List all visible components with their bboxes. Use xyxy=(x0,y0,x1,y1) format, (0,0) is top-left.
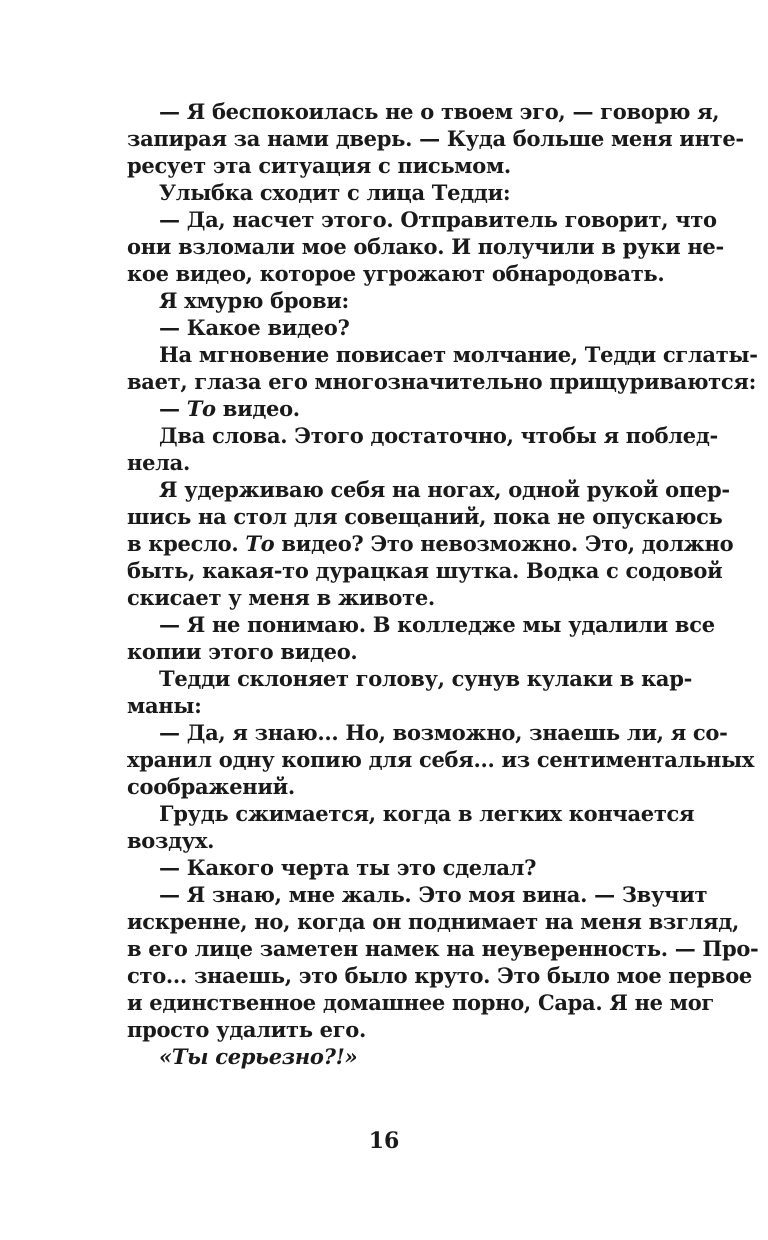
text-line: вает, глаза его многозначительно прищуриваются: xyxy=(127,369,757,394)
text-line: запирая за нами дверь. — Куда больше меня инте- xyxy=(127,126,744,151)
paragraph xyxy=(127,395,687,422)
text-line: быть, какая-то дурацкая шутка. Водка с содовой xyxy=(127,558,723,583)
italic-text: То xyxy=(186,396,216,421)
paragraph xyxy=(127,476,734,611)
page-body xyxy=(127,98,759,1070)
page-number: 16 xyxy=(368,1128,400,1154)
paragraph xyxy=(127,881,759,1043)
text-line: На мгновение повисает молчание, Тедди сглаты- xyxy=(159,342,758,367)
text-line: искренне, но, когда он поднимает на меня взгляд, xyxy=(127,909,739,934)
text-line: хранил одну копию для себя... из сентиментальных xyxy=(127,747,755,772)
text-line: Грудь сжимается, когда в легких кончается xyxy=(159,801,695,826)
text-line: — Какое видео? xyxy=(159,315,350,340)
text-segment: видео? Это невозможно. Это, должно xyxy=(274,531,734,556)
text-line: копии этого видео. xyxy=(127,639,358,664)
text-line: Улыбка сходит с лица Тедди: xyxy=(159,180,511,205)
text-line: — Какого черта ты это сделал? xyxy=(159,855,537,880)
text-line: и единственное домашнее порно, Сара. Я не мог xyxy=(127,990,714,1015)
paragraph xyxy=(127,611,715,665)
paragraph xyxy=(127,665,693,719)
text-line: сто... знаешь, это было круто. Это было мое первое xyxy=(127,963,752,988)
text-line: просто удалить его. xyxy=(127,1017,367,1042)
paragraph xyxy=(127,341,758,395)
paragraph xyxy=(127,800,695,854)
text-line: — Я знаю, мне жаль. Это моя вина. — Звучит xyxy=(159,882,708,907)
paragraph xyxy=(127,1043,687,1070)
text-line: в его лице заметен намек на неуверенность. — Про- xyxy=(127,936,759,961)
text-line: нела. xyxy=(127,450,190,475)
text-line: шись на стол для совещаний, пока не опускаюсь xyxy=(127,504,723,529)
text-line: они взломали мое облако. И получили в руки не- xyxy=(127,234,724,259)
paragraph xyxy=(127,854,687,881)
text-segment: — xyxy=(159,396,187,421)
paragraph xyxy=(127,179,687,206)
paragraph xyxy=(127,206,724,287)
paragraph xyxy=(127,287,687,314)
paragraph xyxy=(127,98,744,179)
text-line: — Да, насчет этого. Отправитель говорит, что xyxy=(159,207,717,232)
text-line: Я хмурю брови: xyxy=(159,288,349,313)
text-line: скисает у меня в животе. xyxy=(127,585,435,610)
text-line: — Я беспокоилась не о твоем эго, — говорю я, xyxy=(159,99,720,124)
text-line: — Да, я знаю... Но, возможно, знаешь ли, я со- xyxy=(159,720,728,745)
text-segment: видео. xyxy=(215,396,300,421)
text-line: маны: xyxy=(127,693,202,718)
paragraph xyxy=(127,422,718,476)
text-line: Два слова. Этого достаточно, чтобы я поблед- xyxy=(159,423,718,448)
text-line xyxy=(127,395,687,422)
text-line: Я удерживаю себя на ногах, одной рукой опер- xyxy=(159,477,730,502)
text-line xyxy=(127,530,734,557)
text-line: Тедди склоняет голову, сунув кулаки в кар- xyxy=(159,666,693,691)
text-line: воздух. xyxy=(127,828,215,853)
text-line: ресует эта ситуация с письмом. xyxy=(127,153,511,178)
text-line: — Я не понимаю. В колледже мы удалили все xyxy=(159,612,715,637)
paragraph xyxy=(127,719,755,800)
italic-text: «Ты серьезно?!» xyxy=(159,1044,358,1069)
italic-text: То xyxy=(245,531,275,556)
text-line: кое видео, которое угрожают обнародовать. xyxy=(127,261,665,286)
text-line: соображений. xyxy=(127,774,295,799)
paragraph xyxy=(127,314,687,341)
text-segment: в кресло. xyxy=(127,531,246,556)
